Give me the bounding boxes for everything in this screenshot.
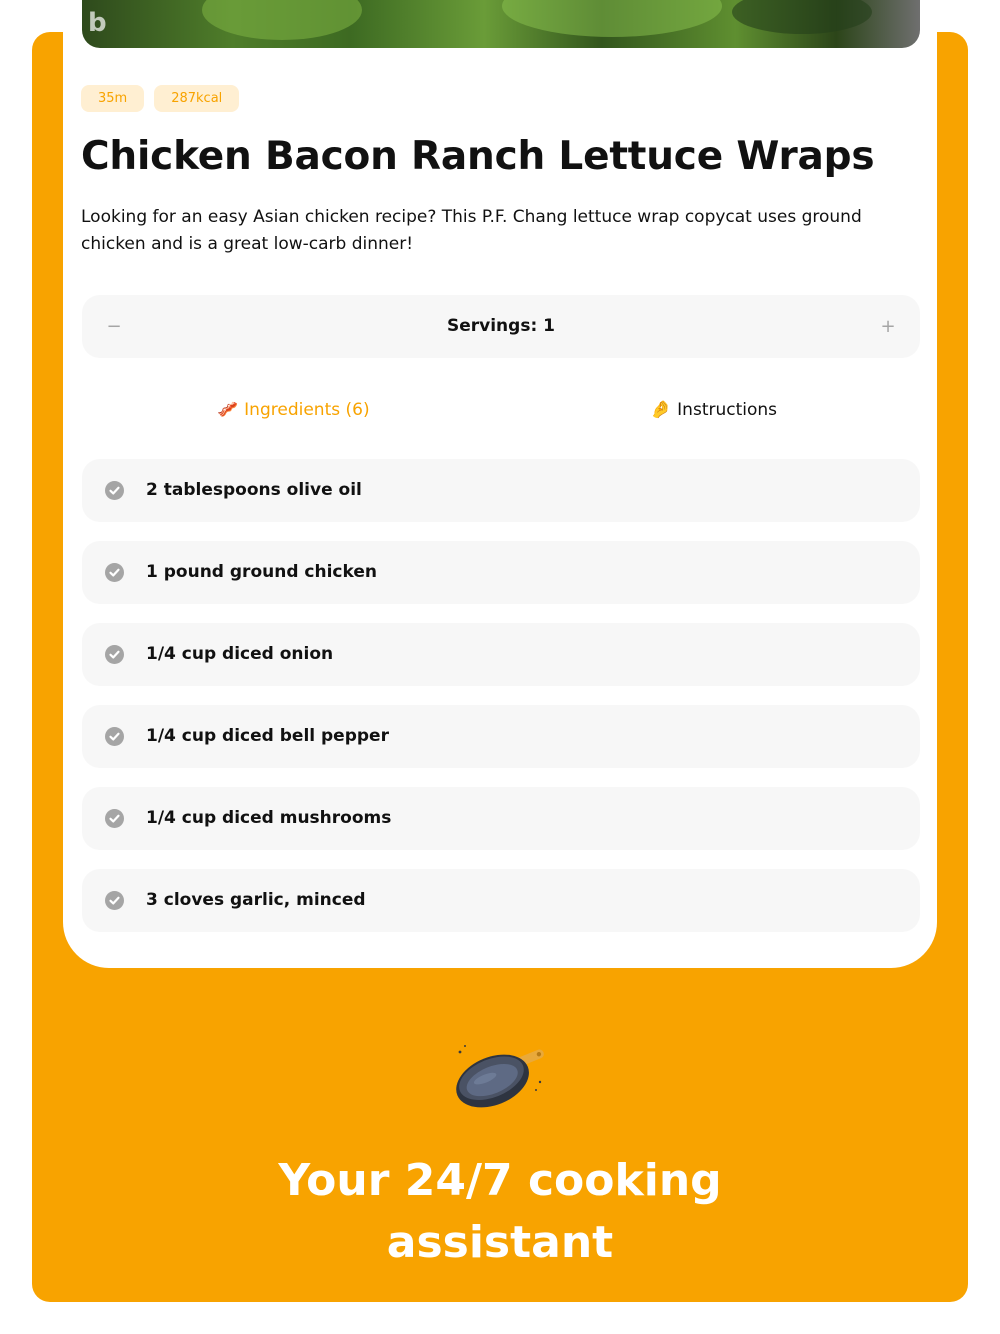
- ingredient-item[interactable]: [82, 541, 920, 604]
- check-circle-icon[interactable]: [105, 809, 124, 828]
- ingredient-item[interactable]: [82, 869, 920, 932]
- check-circle-icon[interactable]: [105, 563, 124, 582]
- tab-instructions-label: Instructions: [677, 400, 778, 420]
- tab-ingredients-label: Ingredients (6): [244, 400, 370, 420]
- servings-label: Servings: 1: [446, 316, 555, 336]
- time-chip: 35m: [81, 85, 144, 112]
- tab-ingredients[interactable]: [217, 390, 370, 430]
- bing-logo-icon: b: [88, 8, 107, 38]
- recipe-meta-chips: [81, 85, 239, 112]
- tagline-line-1: Your 24/7 cooking: [278, 1155, 722, 1206]
- bacon-icon: 🥓: [217, 400, 239, 420]
- recipe-title: Chicken Bacon Ranch Lettuce Wraps: [81, 134, 875, 179]
- calories-chip: 287kcal: [154, 85, 239, 112]
- recipe-hero-image: [82, 0, 920, 48]
- tagline-line-2: assistant: [386, 1217, 614, 1268]
- lettuce-leaf-shape: [502, 0, 722, 37]
- check-circle-icon[interactable]: [105, 481, 124, 500]
- ingredient-text: 1/4 cup diced onion: [146, 644, 334, 664]
- footer-tagline: [0, 1150, 1000, 1274]
- recipe-tabs: [82, 390, 920, 430]
- ingredient-item[interactable]: [82, 705, 920, 768]
- recipe-description: Looking for an easy Asian chicken recipe? This P.F. Chang lettuce wrap copycat uses ground chicken and is a great low-carb dinner!: [81, 207, 862, 254]
- frying-pan-icon: [452, 1034, 548, 1114]
- check-circle-icon[interactable]: [105, 891, 124, 910]
- ingredient-list: [82, 459, 920, 951]
- tab-instructions[interactable]: [650, 390, 777, 430]
- lettuce-leaf-shape: [202, 0, 362, 40]
- ingredient-item[interactable]: [82, 459, 920, 522]
- decrease-servings-button[interactable]: −: [106, 316, 122, 337]
- ingredient-text: 3 cloves garlic, minced: [146, 890, 366, 910]
- ingredient-text: 1/4 cup diced mushrooms: [146, 808, 392, 828]
- increase-servings-button[interactable]: +: [880, 316, 896, 337]
- ingredient-text: 2 tablespoons olive oil: [146, 480, 362, 500]
- ingredient-text: 1/4 cup diced bell pepper: [146, 726, 389, 746]
- pinched-fingers-icon: 🤌: [650, 400, 672, 420]
- lettuce-leaf-shape: [732, 0, 872, 34]
- servings-stepper: [82, 295, 920, 358]
- ingredient-text: 1 pound ground chicken: [146, 562, 377, 582]
- check-circle-icon[interactable]: [105, 645, 124, 664]
- check-circle-icon[interactable]: [105, 727, 124, 746]
- ingredient-item[interactable]: [82, 787, 920, 850]
- ingredient-item[interactable]: [82, 623, 920, 686]
